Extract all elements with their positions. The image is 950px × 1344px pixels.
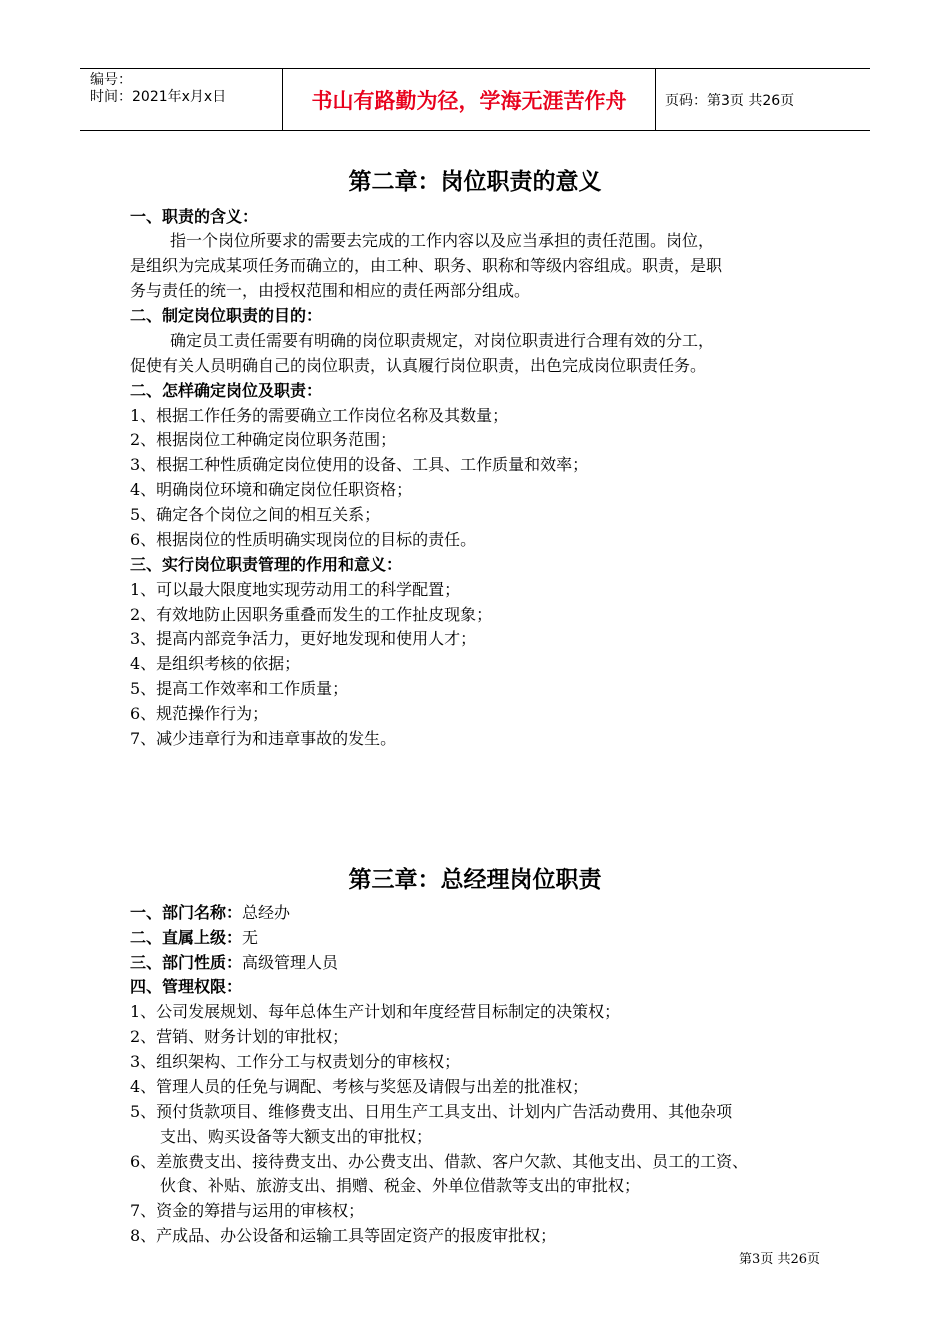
list-item: 2、有效地防止因职务重叠而发生的工作扯皮现象；: [130, 605, 493, 624]
list-item: 5、提高工作效率和工作质量；: [130, 679, 349, 698]
section-title: 二、制定岗位职责的目的：: [130, 306, 323, 325]
list-item: 5、预付货款项目、维修费支出、日用生产工具支出、计划内广告活动费用、其他杂项: [130, 1102, 733, 1121]
section-title: 三、实行岗位职责管理的作用和意义：: [130, 555, 403, 574]
list-item: 3、提高内部竞争活力，更好地发现和使用人才；: [130, 629, 477, 648]
header-page-info: [655, 69, 870, 130]
superior-value: 无: [242, 928, 259, 947]
superior-row: [130, 926, 830, 950]
number-label: 编号：: [90, 72, 132, 88]
list-item: 4、管理人员的任免与调配、考核与奖惩及请假与出差的批准权；: [130, 1077, 589, 1096]
chapter-2-title: 第二章：岗位职责的意义: [348, 169, 602, 195]
header-meta: [80, 69, 282, 130]
list-item: 8、产成品、办公设备和运输工具等固定资产的报废审批权；: [130, 1226, 557, 1245]
header-motto: 书山有路勤为径，学海无涯苦作舟: [282, 69, 656, 130]
paragraph-line: 务与责任的统一，由授权范围和相应的责任两部分组成。: [130, 281, 531, 300]
dept-name-value: 总经办: [242, 903, 291, 922]
dept-name-label: 一、部门名称：: [130, 903, 243, 922]
paragraph-line: 确定员工责任需要有明确的岗位职责规定，对岗位职责进行合理有效的分工，: [170, 331, 715, 350]
list-item: 4、是组织考核的依据；: [130, 654, 301, 673]
section-title: 四、管理权限：: [130, 977, 243, 996]
section-title: 二、怎样确定岗位及职责：: [130, 381, 323, 400]
list-item: 4、明确岗位环境和确定岗位任职资格；: [130, 480, 413, 499]
list-item: 7、减少违章行为和违章事故的发生。: [130, 729, 397, 748]
nature-label: 三、部门性质：: [130, 953, 243, 972]
dept-name-row: [130, 901, 830, 925]
list-item: 2、营销、财务计划的审批权；: [130, 1027, 349, 1046]
page-footer: 第3页 共26页: [739, 1252, 820, 1267]
list-item: 6、规范操作行为；: [130, 704, 269, 723]
page-info-text: 页码：第3页 共26页: [665, 92, 795, 109]
page-header: [80, 68, 870, 131]
section-title: 一、职责的含义：: [130, 207, 259, 226]
list-item: 1、根据工作任务的需要确立工作岗位名称及其数量；: [130, 406, 509, 425]
list-item: 3、根据工种性质确定岗位使用的设备、工具、工作质量和效率；: [130, 455, 589, 474]
time-label: 时间：2021年x月x日: [90, 89, 227, 105]
list-item: 5、确定各个岗位之间的相互关系；: [130, 505, 381, 524]
superior-label: 二、直属上级：: [130, 928, 243, 947]
paragraph-line: 促使有关人员明确自己的岗位职责，认真履行岗位职责，出色完成岗位职责任务。: [130, 356, 707, 375]
list-item: 3、组织架构、工作分工与权责划分的审核权；: [130, 1052, 461, 1071]
paragraph-line: 指一个岗位所要求的需要去完成的工作内容以及应当承担的责任范围。岗位，: [170, 231, 715, 250]
list-item: 7、资金的筹措与运用的审核权；: [130, 1201, 365, 1220]
list-item: 6、根据岗位的性质明确实现岗位的目标的责任。: [130, 530, 477, 549]
list-item: 1、公司发展规划、每年总体生产计划和年度经营目标制定的决策权；: [130, 1002, 621, 1021]
list-item-continuation: 支出、购买设备等大额支出的审批权；: [160, 1127, 433, 1146]
paragraph-line: 是组织为完成某项任务而确立的，由工种、职务、职称和等级内容组成。职责，是职: [130, 256, 723, 275]
list-item: 1、可以最大限度地实现劳动用工的科学配置；: [130, 580, 461, 599]
list-item-continuation: 伙食、补贴、旅游支出、捐赠、税金、外单位借款等支出的审批权；: [160, 1176, 641, 1195]
nature-value: 高级管理人员: [242, 953, 339, 972]
chapter-3-title: 第三章：总经理岗位职责: [348, 867, 602, 893]
nature-row: [130, 951, 830, 975]
list-item: 6、差旅费支出、接待费支出、办公费支出、借款、客户欠款、其他支出、员工的工资、: [130, 1152, 749, 1171]
list-item: 2、根据岗位工种确定岗位职务范围；: [130, 430, 397, 449]
